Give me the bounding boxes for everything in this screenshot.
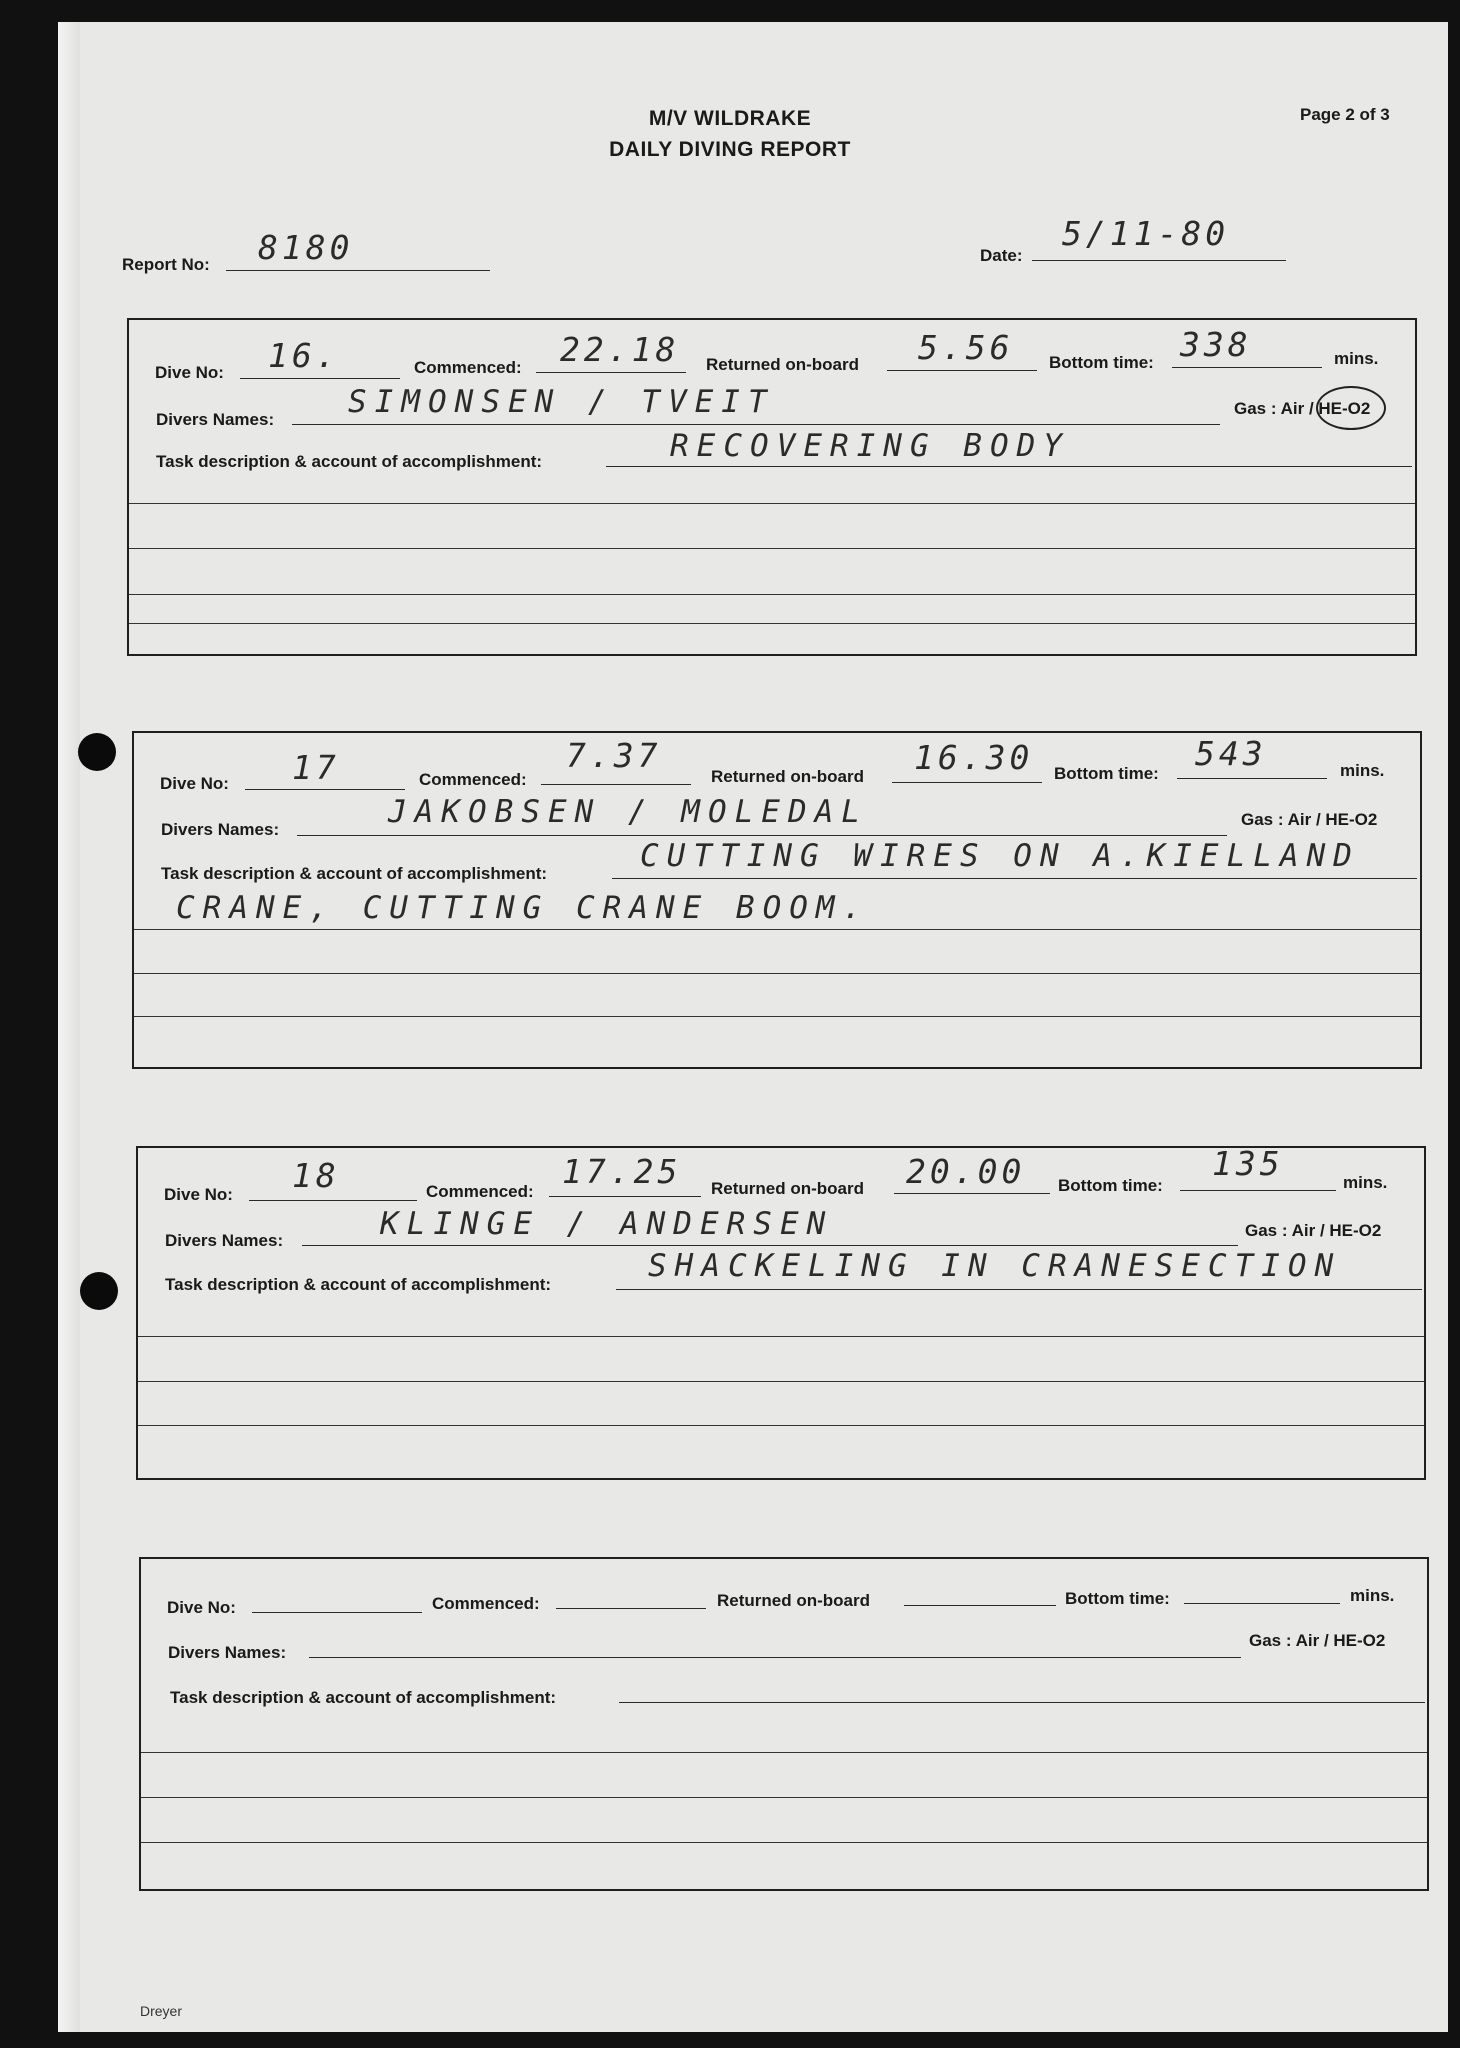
returned-line	[887, 370, 1037, 371]
bottom-time-label: Bottom time:	[1065, 1589, 1170, 1608]
divers-names-value: JAKOBSEN / MOLEDAL	[388, 794, 868, 830]
divers-names-label: Divers Names:	[168, 1643, 287, 1662]
task-line	[612, 878, 1417, 879]
gas-label: Gas : Air / HE-O2	[1249, 1631, 1386, 1650]
date-label: Date:	[980, 246, 1023, 265]
report-no-value: 8180	[258, 228, 354, 267]
divers-names-line	[297, 835, 1227, 836]
mins-label: mins.	[1343, 1173, 1388, 1192]
dive-no-line	[249, 1200, 417, 1201]
bottom-time-line	[1177, 778, 1327, 779]
vessel-name: M/V WILDRAKE	[648, 107, 812, 130]
mins-label: mins.	[1334, 349, 1379, 368]
divers-names-label: Divers Names:	[161, 820, 280, 839]
divers-names-label: Divers Names:	[156, 410, 275, 429]
returned-line	[904, 1605, 1056, 1606]
returned-label: Returned on-board	[717, 1591, 870, 1610]
date-value: 5/11-80	[1062, 214, 1230, 253]
divers-names-line	[309, 1657, 1241, 1658]
dive-no-label: Dive No:	[160, 774, 229, 793]
bottom-time-line	[1184, 1603, 1340, 1604]
commenced-label: Commenced:	[426, 1182, 534, 1201]
divers-names-value: KLINGE / ANDERSEN	[380, 1206, 834, 1242]
task-label: Task description & account of accomplishment:	[156, 452, 543, 471]
divers-names-value: SIMONSEN / TVEIT	[348, 384, 775, 420]
task-label: Task description & account of accomplishment:	[170, 1688, 557, 1707]
bottom-time-label: Bottom time:	[1049, 353, 1154, 372]
gas-label: Gas : Air / HE-O2	[1234, 399, 1371, 418]
sheet-edge	[58, 22, 80, 2032]
commenced-value: 7.37	[566, 736, 662, 775]
commenced-value: 17.25	[562, 1152, 682, 1191]
bottom-time-label: Bottom time:	[1054, 764, 1159, 783]
gas-label: Gas : Air / HE-O2	[1241, 810, 1378, 829]
bottom-time-value: 338	[1180, 325, 1252, 364]
dive-no-value: 17	[292, 748, 340, 787]
task-line	[619, 1702, 1425, 1703]
returned-label: Returned on-board	[711, 767, 864, 786]
returned-line	[894, 1193, 1050, 1194]
dive-no-value: 18	[292, 1156, 340, 1195]
commenced-label: Commenced:	[432, 1594, 540, 1613]
bottom-time-label: Bottom time:	[1058, 1176, 1163, 1195]
footer-printer: Dreyer	[140, 2003, 183, 2019]
dive-no-label: Dive No:	[164, 1185, 233, 1204]
returned-value: 5.56	[918, 328, 1014, 367]
commenced-line	[541, 784, 691, 785]
task-value-1: SHACKELING IN CRANESECTION	[648, 1248, 1342, 1284]
bottom-time-line	[1172, 367, 1322, 368]
dive-no-value: 16.	[268, 336, 340, 375]
task-line	[606, 466, 1412, 467]
bottom-time-value: 543	[1195, 734, 1267, 773]
commenced-value: 22.18	[560, 330, 680, 369]
report-no-label: Report No:	[122, 255, 210, 274]
returned-value: 16.30	[914, 738, 1034, 777]
returned-line	[892, 782, 1042, 783]
returned-label: Returned on-board	[711, 1179, 864, 1198]
dive-no-line	[245, 789, 405, 790]
mins-label: mins.	[1340, 761, 1385, 780]
commenced-line	[556, 1608, 706, 1609]
page-number: Page 2 of 3	[1300, 105, 1390, 124]
punch-hole	[78, 733, 116, 771]
commenced-line	[549, 1196, 701, 1197]
gas-label: Gas : Air / HE-O2	[1245, 1221, 1382, 1240]
divers-names-label: Divers Names:	[165, 1231, 284, 1250]
commenced-line	[536, 372, 686, 373]
gas-circle-mark	[1316, 386, 1386, 430]
mins-label: mins.	[1350, 1586, 1395, 1605]
task-value-1: CUTTING WIRES ON A.KIELLAND	[640, 838, 1360, 874]
report-no-line	[226, 270, 490, 271]
dive-no-line	[240, 378, 400, 379]
task-value-1: RECOVERING BODY	[670, 428, 1070, 464]
task-label: Task description & account of accomplishment:	[165, 1275, 552, 1294]
report-title: DAILY DIVING REPORT	[609, 138, 851, 161]
task-value-2: CRANE, CUTTING CRANE BOOM.	[176, 890, 870, 926]
date-line	[1032, 260, 1286, 261]
dive-no-line	[252, 1612, 422, 1613]
returned-value: 20.00	[906, 1152, 1026, 1191]
commenced-label: Commenced:	[414, 358, 522, 377]
bottom-time-line	[1180, 1190, 1336, 1191]
task-line	[616, 1289, 1422, 1290]
punch-hole	[80, 1272, 118, 1310]
commenced-label: Commenced:	[419, 770, 527, 789]
dive-no-label: Dive No:	[155, 363, 224, 382]
dive-no-label: Dive No:	[167, 1598, 236, 1617]
returned-label: Returned on-board	[706, 355, 859, 374]
divers-names-line	[292, 424, 1220, 425]
divers-names-line	[302, 1245, 1238, 1246]
bottom-time-value: 135	[1212, 1144, 1284, 1183]
task-label: Task description & account of accomplishment:	[161, 864, 548, 883]
